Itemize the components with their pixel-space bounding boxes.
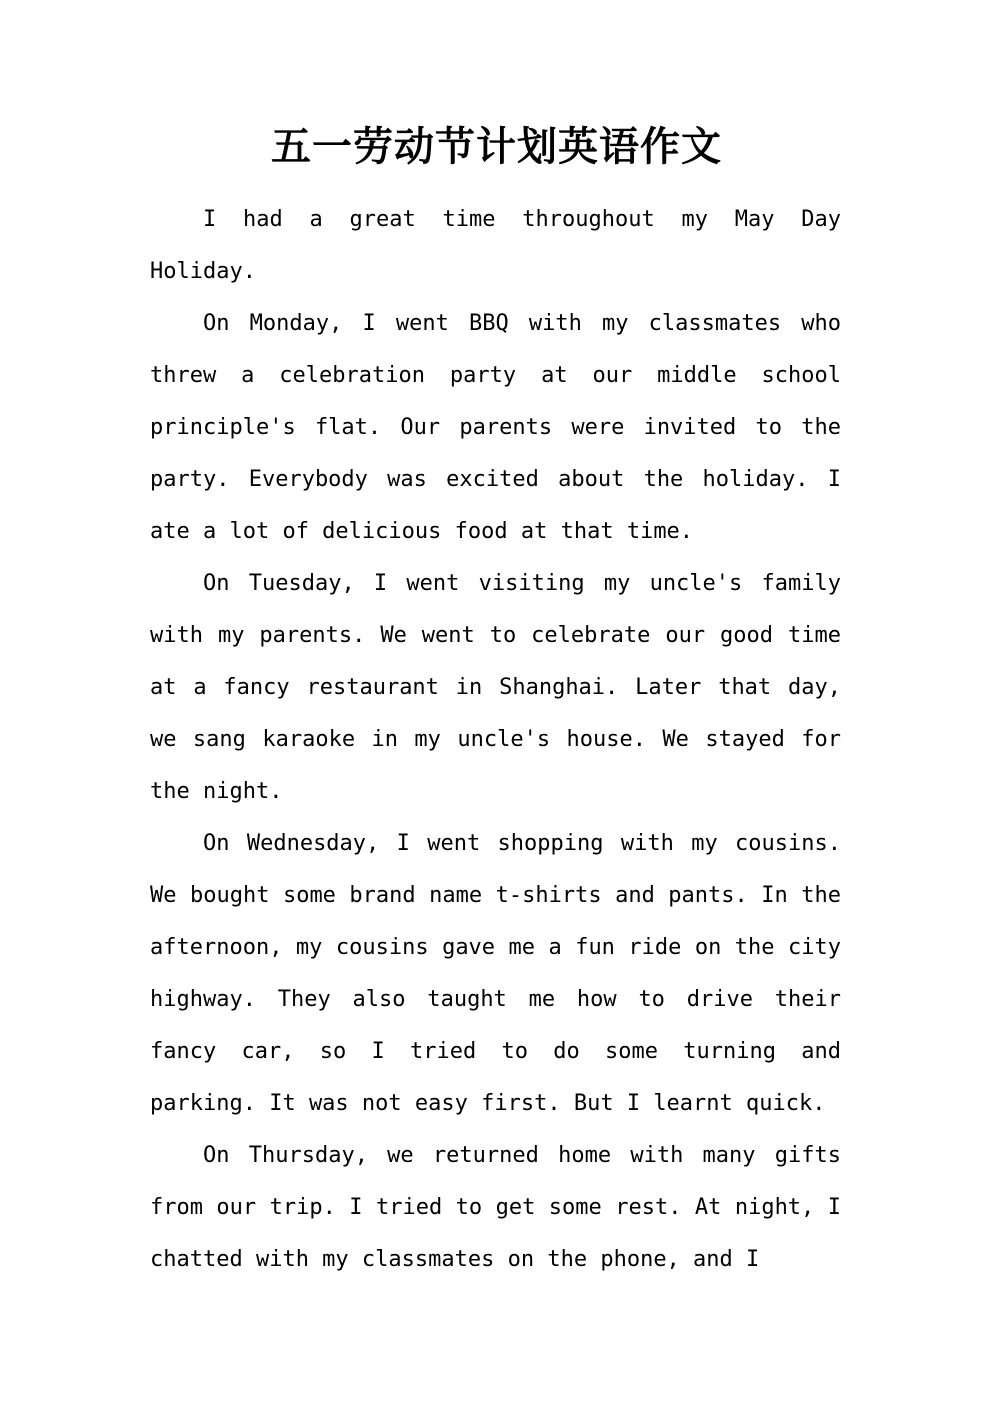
paragraph-thursday: On Thursday, we returned home with many gifts from our trip. I tried to get some rest. At night, I chatted with my classmates on the phone, and I — [150, 1143, 841, 1272]
document-title: 五一劳动节计划英语作文 — [271, 123, 722, 170]
paragraph-intro: I had a great time throughout my May Day Holiday. — [150, 207, 841, 284]
paragraph-wednesday: On Wednesday, I went shopping with my cousins. We bought some brand name t-shirts and pants. In the afternoon, my cousins gave me a fun ride on the city highway. They also taught me how to drive their fancy car, so I tried to do some turning and parking. It was not easy first. But I learnt quick. — [150, 831, 841, 1116]
paragraph-tuesday: On Tuesday, I went visiting my uncle's family with my parents. We went to celebrate our good time at a fancy restaurant in Shanghai. Later that day, we sang karaoke in my uncle's house. We stayed for the night. — [150, 571, 841, 804]
document-body — [150, 194, 841, 1286]
paragraph-monday: On Monday, I went BBQ with my classmates who threw a celebration party at our middle school principle's flat. Our parents were invited to the party. Everybody was excited about the holiday. I ate a lot of delicious food at that time. — [150, 311, 841, 544]
